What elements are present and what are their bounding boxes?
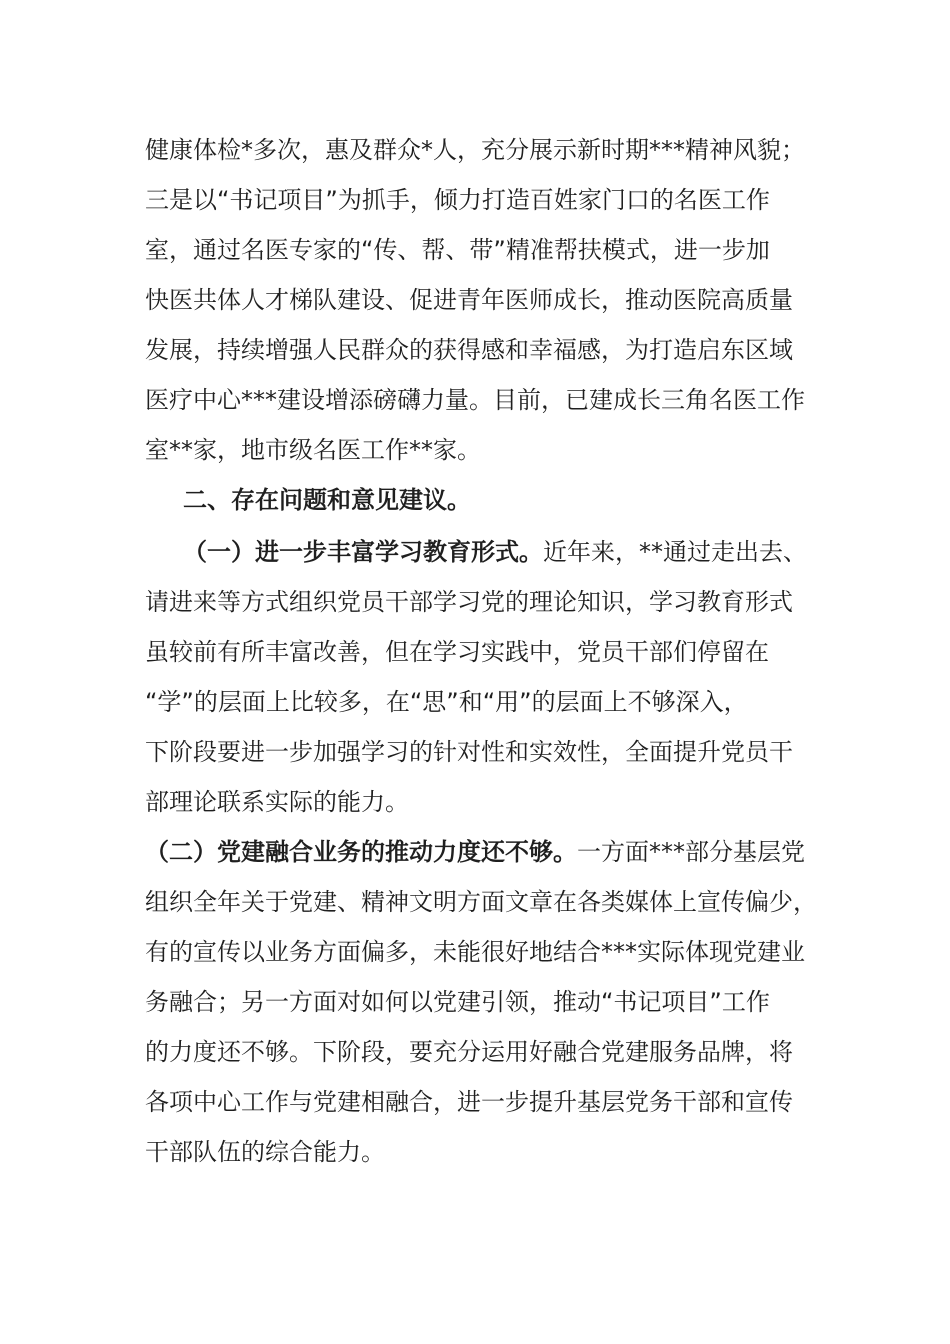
- body-text-line: 健康体检*多次，惠及群众*人，充分展示新时期***精神风貌；: [145, 136, 805, 164]
- body-text-line: 三是以“书记项目”为抓手，倾力打造百姓家门口的名医工作: [145, 186, 770, 214]
- body-text-line: 有的宣传以业务方面偏多，未能很好地结合***实际体现党建业: [145, 938, 805, 966]
- body-text-line: 下阶段要进一步加强学习的针对性和实效性，全面提升党员干: [145, 738, 793, 766]
- body-text-line: 干部队伍的综合能力。: [145, 1138, 385, 1166]
- body-text-line: 部理论联系实际的能力。: [145, 788, 409, 816]
- body-text-line: 室**家，地市级名医工作**家。: [145, 436, 481, 464]
- subsection-2-first-line: [145, 835, 805, 869]
- body-text-line: 的力度还不够。下阶段，要充分运用好融合党建服务品牌，将: [145, 1038, 793, 1066]
- body-text-line: 快医共体人才梯队建设、促进青年医师成长，推动医院高质量: [145, 286, 793, 314]
- body-text-line: 室，通过名医专家的“传、帮、带”精准帮扶模式，进一步加: [145, 236, 770, 264]
- body-text-line: 医疗中心***建设增添磅礴力量。目前，已建成长三角名医工作: [145, 386, 805, 414]
- body-text: 一方面***部分基层党: [577, 838, 805, 866]
- body-text-line: 虽较前有所丰富改善，但在学习实践中，党员干部们停留在: [145, 638, 769, 666]
- body-text-line: 组织全年关于党建、精神文明方面文章在各类媒体上宣传偏少，: [145, 888, 817, 916]
- section-heading: 二、存在问题和意见建议。: [183, 486, 471, 514]
- subsection-1-title: （一）进一步丰富学习教育形式。: [183, 538, 543, 566]
- subsection-2-title: （二）党建融合业务的推动力度还不够。: [145, 838, 577, 866]
- body-text-line: 各项中心工作与党建相融合，进一步提升基层党务干部和宣传: [145, 1088, 793, 1116]
- body-text-line: “学”的层面上比较多，在“思”和“用”的层面上不够深入，: [145, 688, 748, 716]
- body-text-line: 务融合；另一方面对如何以党建引领，推动“书记项目”工作: [145, 988, 770, 1016]
- subsection-1-first-line: [183, 535, 807, 569]
- body-text: 近年来，**通过走出去、: [543, 538, 807, 566]
- body-text-line: 请进来等方式组织党员干部学习党的理论知识，学习教育形式: [145, 588, 793, 616]
- body-text-line: 发展，持续增强人民群众的获得感和幸福感，为打造启东区域: [145, 336, 793, 364]
